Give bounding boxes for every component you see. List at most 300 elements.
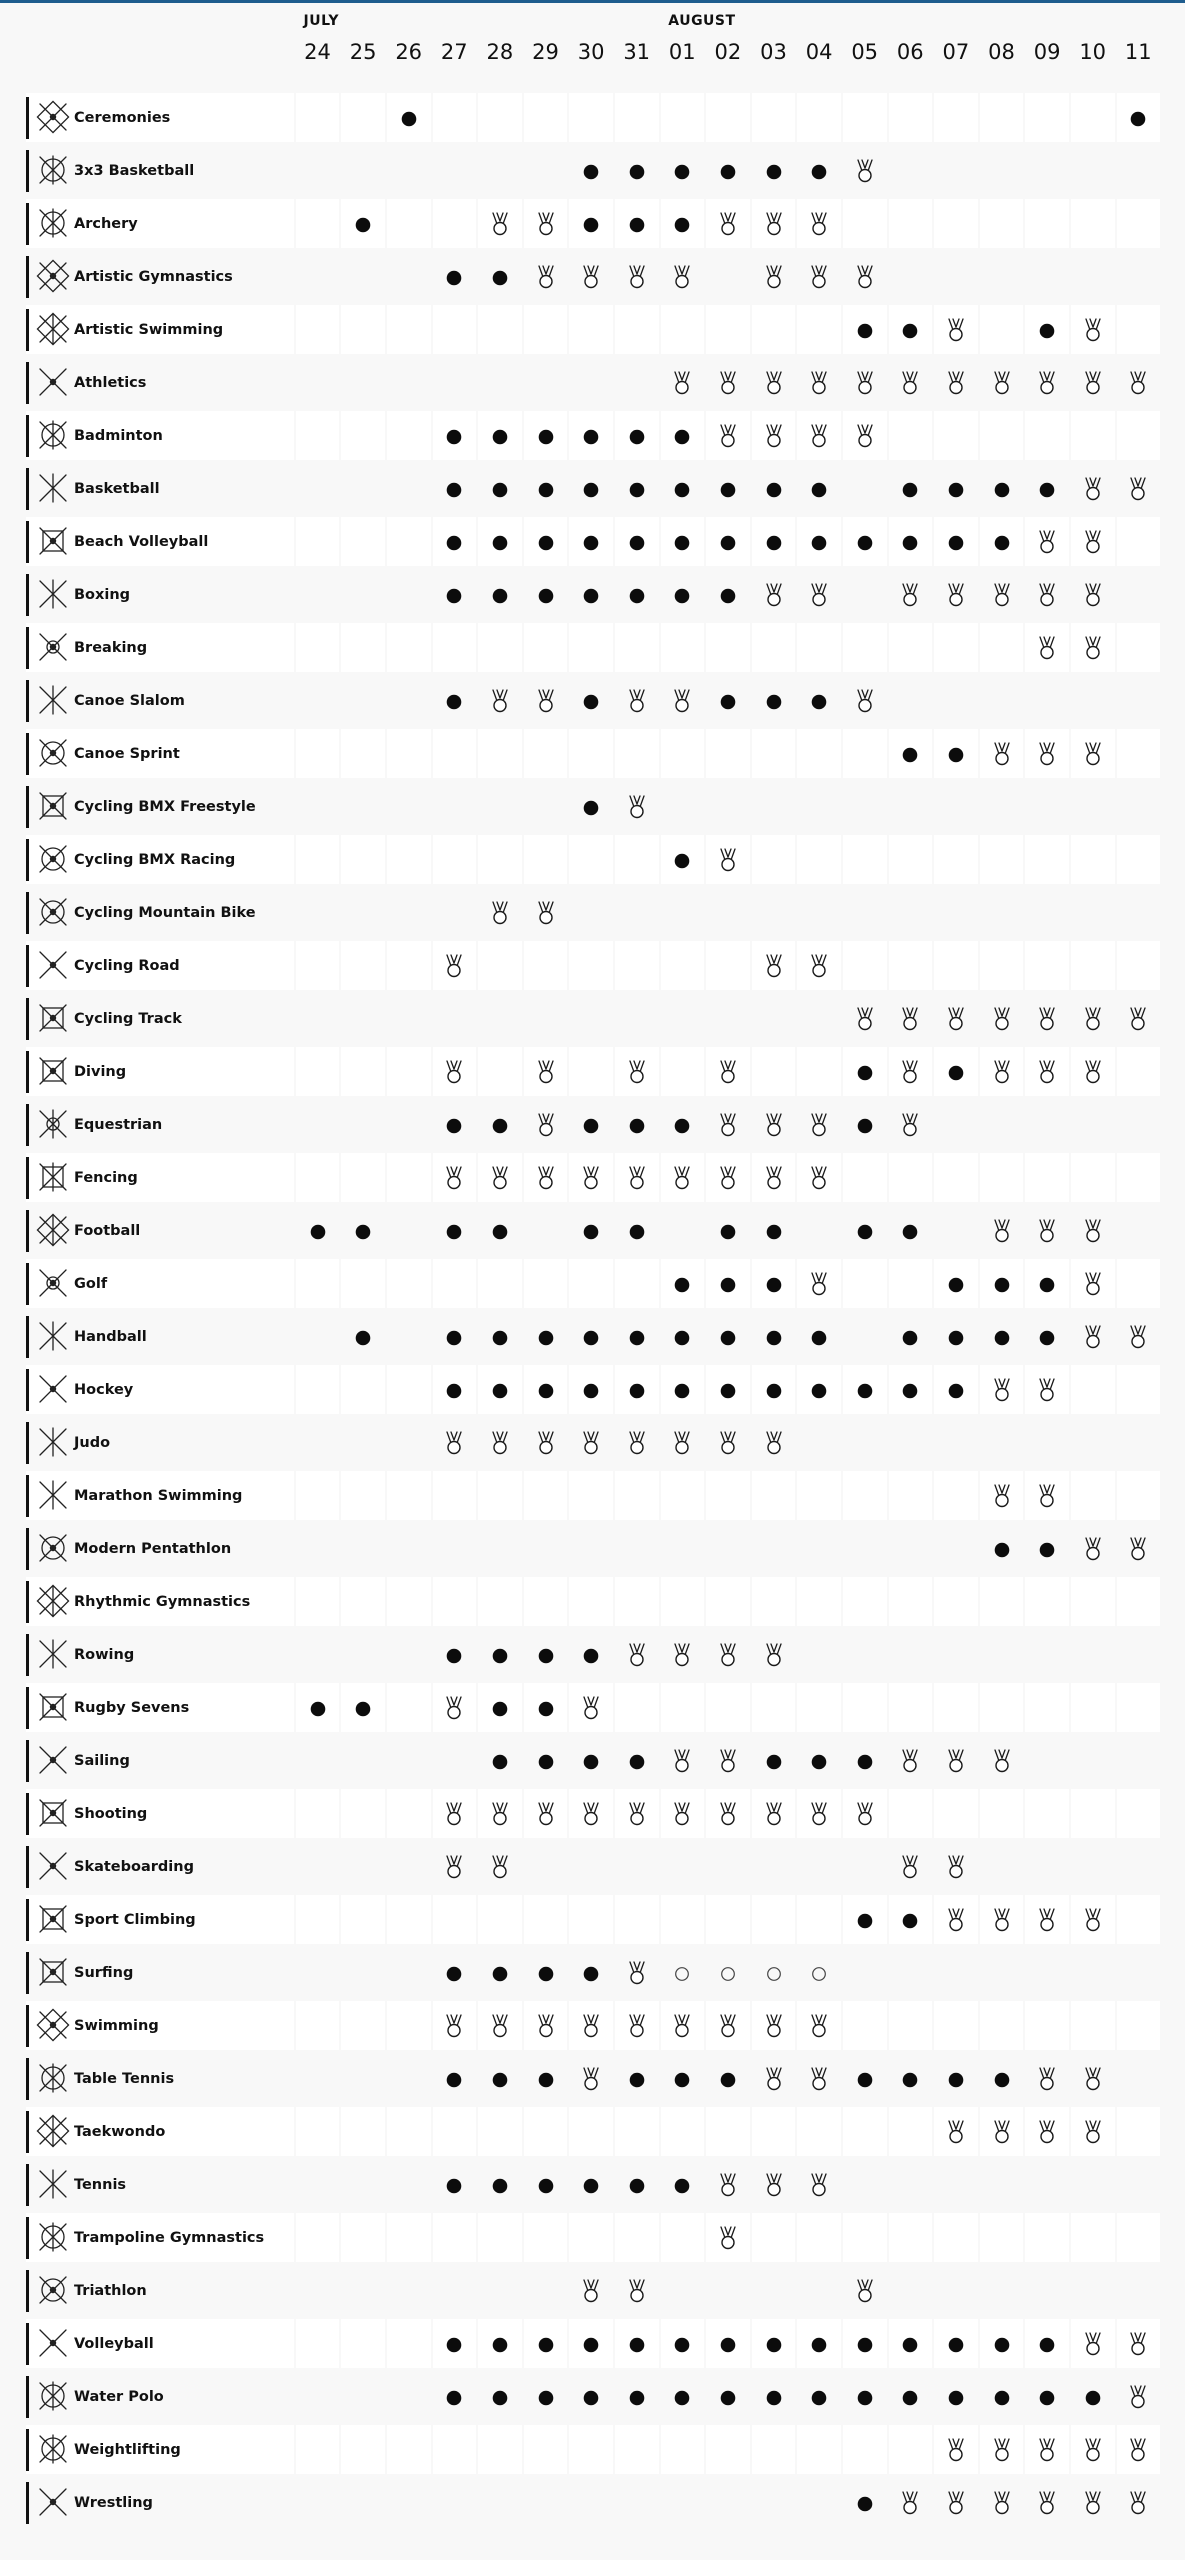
event-dot <box>583 1118 599 1134</box>
medal-icon <box>1036 636 1058 660</box>
event-dot <box>674 429 690 445</box>
sport-label[interactable] <box>26 940 292 993</box>
cell-divider <box>841 1471 843 1520</box>
medal-icon <box>763 954 785 978</box>
cell-divider <box>1115 199 1117 248</box>
event-dot <box>538 2072 554 2088</box>
cell-divider <box>1160 2425 1162 2474</box>
cell-divider <box>1115 1895 1117 1944</box>
cell-divider <box>294 411 296 460</box>
cell-divider <box>795 1153 797 1202</box>
day-label: 08 <box>988 40 1015 64</box>
cell-divider <box>1023 1683 1025 1732</box>
sport-row <box>0 2212 1185 2265</box>
sport-label[interactable] <box>26 622 292 675</box>
event-dot <box>902 1383 918 1399</box>
sport-row <box>0 569 1185 622</box>
cell-divider <box>841 1789 843 1838</box>
cell-divider <box>476 729 478 778</box>
day-label: 10 <box>1079 40 1107 64</box>
medal-icon <box>1082 1060 1104 1084</box>
medal-icon <box>763 1166 785 1190</box>
medal-icon <box>899 1113 921 1137</box>
sport-name: Sport Climbing <box>74 1912 196 1928</box>
event-dot <box>538 1383 554 1399</box>
3x3-basketball-icon <box>36 153 70 187</box>
medal-icon <box>1082 2120 1104 2144</box>
medal-icon <box>763 371 785 395</box>
cell-divider <box>1115 1683 1117 1732</box>
cell-divider <box>704 1683 706 1732</box>
sport-label[interactable] <box>26 2371 292 2424</box>
event-dot <box>902 1913 918 1929</box>
event-dot <box>948 2072 964 2088</box>
sport-label[interactable] <box>26 304 292 357</box>
month-label-july: JULY <box>303 13 339 29</box>
cell-divider <box>750 199 752 248</box>
sport-name: Boxing <box>74 587 131 603</box>
event-dot <box>720 164 736 180</box>
sport-name: Golf <box>74 1276 108 1292</box>
sport-label[interactable] <box>26 2424 292 2477</box>
cycling-road-icon <box>36 948 70 982</box>
medal-icon <box>945 318 967 342</box>
cell-divider <box>1069 1259 1071 1308</box>
cell-divider <box>476 1259 478 1308</box>
medal-icon <box>808 1113 830 1137</box>
sport-name: Rugby Sevens <box>74 1700 190 1716</box>
event-dot <box>766 1277 782 1293</box>
sport-label[interactable] <box>26 2318 292 2371</box>
cell-divider <box>795 1683 797 1732</box>
cell-divider <box>567 1047 569 1096</box>
medal-icon <box>1036 371 1058 395</box>
cell-divider <box>294 93 296 142</box>
sport-label[interactable] <box>26 357 292 410</box>
sport-label[interactable] <box>26 781 292 834</box>
cell-divider <box>795 2107 797 2156</box>
medal-icon <box>899 1855 921 1879</box>
cell-divider <box>613 2213 615 2262</box>
artistic-swimming-icon <box>36 312 70 346</box>
sport-label[interactable] <box>26 1470 292 1523</box>
row-marker-bar <box>26 1846 29 1888</box>
event-dot <box>720 1224 736 1240</box>
cell-divider <box>795 729 797 778</box>
cell-divider <box>659 2107 661 2156</box>
day-label: 03 <box>760 40 787 64</box>
cell-divider <box>476 1153 478 1202</box>
cell-divider <box>339 1259 341 1308</box>
cell-divider <box>385 1683 387 1732</box>
cell-divider <box>659 93 661 142</box>
sport-label[interactable] <box>26 1417 292 1470</box>
sport-label[interactable] <box>26 675 292 728</box>
medal-icon <box>717 1166 739 1190</box>
medal-icon <box>945 2438 967 2462</box>
cell-divider <box>522 2319 524 2368</box>
cell-divider <box>841 1895 843 1944</box>
cell-divider <box>1023 1577 1025 1626</box>
day-label: 09 <box>1033 40 1061 64</box>
cell-divider <box>522 941 524 990</box>
sport-label[interactable] <box>26 2477 292 2530</box>
cell-divider <box>294 729 296 778</box>
sport-label[interactable] <box>26 1205 292 1258</box>
cell-divider <box>659 1895 661 1944</box>
cell-divider <box>704 1895 706 1944</box>
sport-row <box>0 251 1185 304</box>
row-marker-bar <box>26 203 29 245</box>
sport-name: Cycling Mountain Bike <box>74 905 256 921</box>
sport-label[interactable] <box>26 1682 292 1735</box>
cell-divider <box>294 2001 296 2050</box>
sport-label[interactable] <box>26 1099 292 1152</box>
sport-row <box>0 1788 1185 1841</box>
cell-divider <box>795 305 797 354</box>
cell-divider <box>887 93 889 142</box>
event-dot <box>902 323 918 339</box>
cell-divider <box>887 1789 889 1838</box>
cell-divider <box>385 623 387 672</box>
medal-icon <box>1127 1007 1149 1031</box>
sport-label[interactable] <box>26 1523 292 1576</box>
tentative-event-circle <box>674 1966 690 1982</box>
sport-label[interactable] <box>26 728 292 781</box>
cell-divider <box>567 2213 569 2262</box>
cell-divider <box>1115 623 1117 672</box>
sport-label[interactable] <box>26 516 292 569</box>
medal-icon <box>763 2173 785 2197</box>
cell-divider <box>294 1577 296 1626</box>
sport-label[interactable] <box>26 463 292 516</box>
cell-divider <box>795 1365 797 1414</box>
medal-icon <box>1036 2438 1058 2462</box>
medal-icon <box>1127 371 1149 395</box>
cell-divider <box>795 941 797 990</box>
row-marker-bar <box>26 415 29 457</box>
sport-row <box>0 622 1185 675</box>
cell-divider <box>522 1789 524 1838</box>
event-dot <box>446 1330 462 1346</box>
cell-divider <box>522 1047 524 1096</box>
cell-divider <box>795 1577 797 1626</box>
cell-divider <box>1069 941 1071 990</box>
sport-label[interactable] <box>26 1629 292 1682</box>
cell-divider <box>385 93 387 142</box>
medal-icon <box>808 1272 830 1296</box>
sport-label[interactable] <box>26 2265 292 2318</box>
medal-icon <box>945 1749 967 1773</box>
sport-label[interactable] <box>26 569 292 622</box>
cell-divider <box>567 1259 569 1308</box>
cell-divider <box>1115 835 1117 884</box>
event-dot <box>720 2072 736 2088</box>
cell-divider <box>704 411 706 460</box>
cell-divider <box>294 1153 296 1202</box>
cell-divider <box>294 305 296 354</box>
cell-divider <box>659 2001 661 2050</box>
event-dot <box>538 1648 554 1664</box>
sport-name: Diving <box>74 1064 127 1080</box>
sport-label[interactable] <box>26 1364 292 1417</box>
cell-divider <box>1023 2107 1025 2156</box>
cell-divider <box>841 2319 843 2368</box>
row-marker-bar <box>26 1634 29 1676</box>
cell-divider <box>339 835 341 884</box>
sport-label[interactable] <box>26 834 292 887</box>
cell-divider <box>978 835 980 884</box>
medal-icon <box>899 1060 921 1084</box>
row-marker-bar <box>26 733 29 775</box>
sport-name: Ceremonies <box>74 110 171 126</box>
event-dot <box>948 1383 964 1399</box>
sport-label[interactable] <box>26 2212 292 2265</box>
cell-divider <box>841 729 843 778</box>
cell-divider <box>385 199 387 248</box>
cell-divider <box>431 2319 433 2368</box>
event-dot <box>766 482 782 498</box>
sport-row <box>0 1417 1185 1470</box>
medal-icon <box>1036 1484 1058 1508</box>
sport-label[interactable] <box>26 2106 292 2159</box>
sport-label[interactable] <box>26 92 292 145</box>
sport-label[interactable] <box>26 993 292 1046</box>
medal-icon <box>580 1696 602 1720</box>
sport-label[interactable] <box>26 1046 292 1099</box>
medal-icon <box>489 1802 511 1826</box>
archery-icon <box>36 206 70 240</box>
cell-divider <box>1160 835 1162 884</box>
event-dot <box>1130 111 1146 127</box>
medal-icon <box>808 212 830 236</box>
sport-row <box>0 1046 1185 1099</box>
rowing-icon <box>36 1637 70 1671</box>
event-dot <box>902 2072 918 2088</box>
event-dot <box>446 535 462 551</box>
cell-divider <box>750 2319 752 2368</box>
cell-divider <box>659 305 661 354</box>
event-dot <box>446 694 462 710</box>
event-dot <box>902 1330 918 1346</box>
cell-divider <box>1160 1683 1162 1732</box>
cell-divider <box>1023 941 1025 990</box>
medal-icon <box>1082 1007 1104 1031</box>
sport-label[interactable] <box>26 1894 292 1947</box>
cell-divider <box>431 1365 433 1414</box>
medal-icon <box>1082 477 1104 501</box>
medal-icon <box>717 848 739 872</box>
sport-label[interactable] <box>26 2053 292 2106</box>
sport-label[interactable] <box>26 1947 292 2000</box>
day-label: 05 <box>851 40 879 64</box>
cell-divider <box>978 2319 980 2368</box>
row-marker-bar <box>26 1899 29 1941</box>
sport-climbing-icon <box>36 1902 70 1936</box>
cell-divider <box>978 1047 980 1096</box>
cell-divider <box>750 305 752 354</box>
cell-divider <box>522 2425 524 2474</box>
cell-divider <box>1115 1577 1117 1626</box>
cell-divider <box>932 1577 934 1626</box>
cell-divider <box>659 1259 661 1308</box>
cell-divider <box>613 835 615 884</box>
beach-volleyball-icon <box>36 524 70 558</box>
event-dot <box>857 1383 873 1399</box>
medal-icon <box>489 2014 511 2038</box>
cell-divider <box>476 1789 478 1838</box>
cell-divider <box>294 1789 296 1838</box>
cell-divider <box>978 2213 980 2262</box>
event-dot <box>629 2178 645 2194</box>
cell-divider <box>476 2425 478 2474</box>
cell-divider <box>1069 2213 1071 2262</box>
event-dot <box>674 588 690 604</box>
event-dot <box>446 2390 462 2406</box>
cell-divider <box>704 941 706 990</box>
event-dot <box>583 1648 599 1664</box>
medal-icon <box>1082 1325 1104 1349</box>
cell-divider <box>613 411 615 460</box>
cell-divider <box>385 1259 387 1308</box>
sport-label[interactable] <box>26 1576 292 1629</box>
sport-label[interactable] <box>26 1258 292 1311</box>
cell-divider <box>887 2107 889 2156</box>
sport-name: Football <box>74 1223 141 1239</box>
sport-label[interactable] <box>26 198 292 251</box>
row-marker-bar <box>26 1422 29 1464</box>
cell-divider <box>932 2319 934 2368</box>
sport-name: Weightlifting <box>74 2442 181 2458</box>
cell-divider <box>750 729 752 778</box>
row-marker-bar <box>26 1528 29 1570</box>
cell-divider <box>431 517 433 566</box>
event-dot <box>674 535 690 551</box>
event-dot <box>720 694 736 710</box>
cell-divider <box>750 1471 752 1520</box>
cell-divider <box>887 1365 889 1414</box>
row-marker-bar <box>26 2323 29 2365</box>
medal-icon <box>443 1166 465 1190</box>
sport-row <box>0 834 1185 887</box>
cell-divider <box>567 1895 569 1944</box>
event-dot <box>629 1118 645 1134</box>
cell-divider <box>750 1047 752 1096</box>
event-dot <box>994 1330 1010 1346</box>
sport-name: Cycling BMX Freestyle <box>74 799 256 815</box>
sport-label[interactable] <box>26 1152 292 1205</box>
sport-label[interactable] <box>26 2159 292 2212</box>
cell-divider <box>1023 623 1025 672</box>
cell-divider <box>1069 2107 1071 2156</box>
cell-divider <box>750 2001 752 2050</box>
cell-divider <box>567 517 569 566</box>
medal-icon <box>535 265 557 289</box>
cell-divider <box>704 517 706 566</box>
cell-divider <box>476 1365 478 1414</box>
cycling-bmx-freestyle-icon <box>36 789 70 823</box>
cell-divider <box>1069 199 1071 248</box>
cell-divider <box>659 623 661 672</box>
sport-label[interactable] <box>26 1735 292 1788</box>
medal-icon <box>763 1113 785 1137</box>
cell-divider <box>978 2107 980 2156</box>
sport-label[interactable] <box>26 251 292 304</box>
medal-icon <box>899 371 921 395</box>
cell-divider <box>932 2213 934 2262</box>
sport-label[interactable] <box>26 1841 292 1894</box>
event-dot <box>902 747 918 763</box>
sport-label[interactable] <box>26 1788 292 1841</box>
medal-icon <box>489 689 511 713</box>
cell-divider <box>659 1153 661 1202</box>
taekwondo-icon <box>36 2114 70 2148</box>
event-dot <box>492 2390 508 2406</box>
sport-name: Trampoline Gymnastics <box>74 2230 265 2246</box>
day-label: 04 <box>805 40 833 64</box>
event-dot <box>538 1701 554 1717</box>
cell-divider <box>385 2213 387 2262</box>
cell-divider <box>431 1683 433 1732</box>
medal-icon <box>763 424 785 448</box>
judo-icon <box>36 1425 70 1459</box>
event-dot <box>583 1330 599 1346</box>
shooting-icon <box>36 1796 70 1830</box>
event-dot <box>994 535 1010 551</box>
medal-icon <box>991 1749 1013 1773</box>
cell-divider <box>1160 2001 1162 2050</box>
event-dot <box>857 2337 873 2353</box>
sport-name: Surfing <box>74 1965 134 1981</box>
event-dot <box>583 588 599 604</box>
sport-label[interactable] <box>26 2000 292 2053</box>
sport-label[interactable] <box>26 410 292 463</box>
event-dot <box>538 1754 554 1770</box>
medal-icon <box>1082 371 1104 395</box>
cell-divider <box>567 623 569 672</box>
event-dot <box>766 2390 782 2406</box>
cell-divider <box>339 517 341 566</box>
event-dot <box>948 482 964 498</box>
cell-divider <box>841 93 843 142</box>
sport-row <box>0 781 1185 834</box>
event-dot <box>811 2337 827 2353</box>
sport-name: Tennis <box>74 2177 127 2193</box>
cell-divider <box>613 2107 615 2156</box>
cell-divider <box>659 411 661 460</box>
cell-divider <box>1023 1471 1025 1520</box>
sport-label[interactable] <box>26 887 292 940</box>
cell-divider <box>1069 517 1071 566</box>
sport-label[interactable] <box>26 145 292 198</box>
sport-row <box>0 1682 1185 1735</box>
cell-divider <box>795 517 797 566</box>
medal-icon <box>854 159 876 183</box>
water-polo-icon <box>36 2379 70 2413</box>
cell-divider <box>932 835 934 884</box>
cell-divider <box>1160 1471 1162 1520</box>
row-marker-bar <box>26 1687 29 1729</box>
sport-label[interactable] <box>26 1311 292 1364</box>
cell-divider <box>841 199 843 248</box>
cell-divider <box>659 1683 661 1732</box>
event-dot <box>811 1383 827 1399</box>
medal-icon <box>991 2491 1013 2515</box>
sport-name: Skateboarding <box>74 1859 194 1875</box>
medal-icon <box>808 2014 830 2038</box>
sport-row <box>0 2159 1185 2212</box>
cell-divider <box>887 1471 889 1520</box>
